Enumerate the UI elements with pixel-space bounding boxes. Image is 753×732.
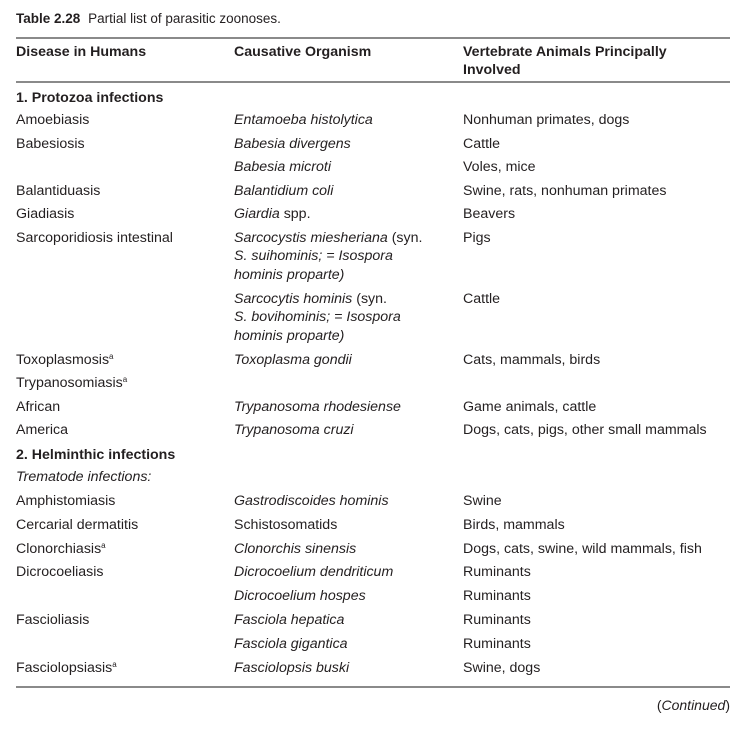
disease-cell: Balantiduasis [16, 182, 101, 199]
animals-cell: Ruminants [463, 611, 531, 628]
table-row [0, 398, 753, 422]
section-title: 1. Protozoa infections [16, 90, 164, 106]
organism-synonym: S. suihominis; = Isospora [234, 248, 393, 264]
header-animals-line1: Vertebrate Animals Principally [463, 44, 667, 60]
organism-cell: Fasciolopsis buski [234, 659, 350, 676]
organism-suffix: spp. [279, 206, 311, 222]
disease-cell: African [16, 398, 61, 415]
section-heading-protozoa [0, 89, 753, 111]
table-row [0, 205, 753, 229]
header-organism: Causative Organism [234, 44, 372, 60]
section-title: 2. Helminthic infections [16, 447, 176, 463]
table-row [0, 111, 753, 135]
animals-cell: Cattle [463, 290, 501, 307]
header-rule [16, 81, 730, 83]
disease-cell: Sarcoporidiosis intestinal [16, 229, 173, 246]
organism-cell: Clonorchis sinensis [234, 540, 357, 557]
organism-cell [234, 229, 449, 285]
animals-cell: Ruminants [463, 635, 531, 652]
table-row [0, 182, 753, 206]
organism-cell: Trypanosoma cruzi [234, 422, 354, 438]
organism-cell [234, 290, 449, 346]
animals-cell: Beavers [463, 206, 516, 222]
table-row [0, 374, 753, 398]
animals-cell: Ruminants [463, 588, 531, 605]
organism-genus: Giardia [234, 206, 280, 222]
table-row [0, 421, 753, 446]
continued-label: Continued [661, 697, 726, 713]
subsection-title: Trematode infections: [16, 469, 152, 485]
table-number: Table 2.28 [16, 11, 81, 26]
organism-name: Sarcocystis miesheriana [234, 229, 388, 246]
organism-cell: Fasciola gigantica [234, 635, 348, 652]
disease-cell: Fascioliasis [16, 611, 90, 628]
disease-name: Clonorchiasis [16, 540, 102, 557]
organism-cell [234, 205, 449, 224]
animals-cell: Game animals, cattle [463, 398, 597, 415]
table-row [0, 516, 753, 540]
disease-cell: Dicrocoeliasis [16, 564, 104, 581]
organism-cell: Entamoeba histolytica [234, 112, 373, 128]
table-row [0, 492, 753, 516]
table-row [0, 290, 753, 351]
table-row [0, 659, 753, 683]
table-top-rule [16, 37, 730, 39]
disease-cell [16, 374, 127, 393]
organism-cell: Fasciola hepatica [234, 611, 345, 628]
disease-cell [16, 540, 106, 559]
organism-cell: Dicrocoelium dendriticum [234, 564, 394, 581]
disease-cell: Giadiasis [16, 206, 75, 222]
animals-cell: Swine, rats, nonhuman primates [463, 182, 667, 199]
animals-cell: Ruminants [463, 564, 531, 581]
table-row [0, 135, 753, 159]
disease-cell: Amoebiasis [16, 112, 90, 128]
disease-cell: America [16, 422, 69, 438]
organism-synonym: S. bovihominis; = Isospora [234, 309, 401, 325]
disease-name: Fasciolopsiasis [16, 659, 113, 676]
organism-synonym-cont: hominis proparte) [234, 327, 345, 344]
organism-cell: Babesia microti [234, 159, 331, 175]
table-row [0, 351, 753, 375]
organism-cell: Gastrodiscoides hominis [234, 493, 389, 509]
organism-cell: Dicrocoelium hospes [234, 588, 366, 605]
organism-syn: (syn. [352, 290, 387, 307]
paren-open: ( [656, 697, 662, 713]
table-title: Partial list of parasitic zoonoses. [88, 11, 281, 26]
paren-close: ) [725, 697, 730, 713]
continued-note [657, 696, 730, 714]
organism-cell: Trypanosoma rhodesiense [234, 398, 401, 415]
animals-cell: Pigs [463, 229, 491, 246]
table-body [0, 89, 753, 682]
header-animals [463, 43, 723, 79]
footnote-marker: a [101, 540, 106, 550]
disease-name: Trypanosomiasis [16, 375, 123, 391]
organism-cell: Balantidium coli [234, 182, 334, 199]
table-row [0, 158, 753, 182]
animals-cell: Cats, mammals, birds [463, 351, 601, 368]
disease-name: Toxoplasmosis [16, 351, 110, 368]
organism-cell: Schistosomatids [234, 516, 338, 533]
disease-cell [16, 659, 117, 678]
table-caption [16, 10, 281, 28]
animals-cell: Dogs, cats, swine, wild mammals, fish [463, 540, 702, 557]
table-row [0, 229, 753, 290]
organism-cell: Babesia divergens [234, 135, 351, 152]
footnote-marker: a [112, 659, 117, 669]
section-heading-helminthic [0, 446, 753, 468]
organism-cell: Toxoplasma gondii [234, 351, 352, 368]
footnote-marker: a [109, 351, 114, 361]
organism-name: Sarcocytis hominis [234, 290, 353, 307]
table-row [0, 563, 753, 587]
table-row [0, 587, 753, 611]
disease-cell: Amphistomiasis [16, 493, 116, 509]
organism-synonym-cont: hominis proparte) [234, 266, 345, 283]
animals-cell: Cattle [463, 135, 501, 152]
organism-syn: (syn. [387, 229, 423, 246]
footnote-marker: a [122, 375, 128, 384]
animals-cell: Swine [463, 493, 502, 509]
header-disease: Disease in Humans [16, 44, 147, 60]
disease-cell: Babesiosis [16, 135, 85, 152]
table-row [0, 635, 753, 659]
animals-cell: Swine, dogs [463, 659, 541, 676]
animals-cell: Birds, mammals [463, 516, 565, 533]
subsection-heading-trematode [0, 468, 753, 492]
header-animals-line2: Involved [463, 62, 521, 78]
animals-cell: Voles, mice [463, 159, 536, 175]
table-bottom-rule [16, 686, 730, 688]
disease-cell [16, 351, 114, 370]
disease-cell: Cercarial dermatitis [16, 516, 139, 533]
animals-cell: Dogs, cats, pigs, other small mammals [463, 422, 707, 438]
table-row [0, 611, 753, 635]
animals-cell: Nonhuman primates, dogs [463, 112, 630, 128]
table-row [0, 540, 753, 564]
